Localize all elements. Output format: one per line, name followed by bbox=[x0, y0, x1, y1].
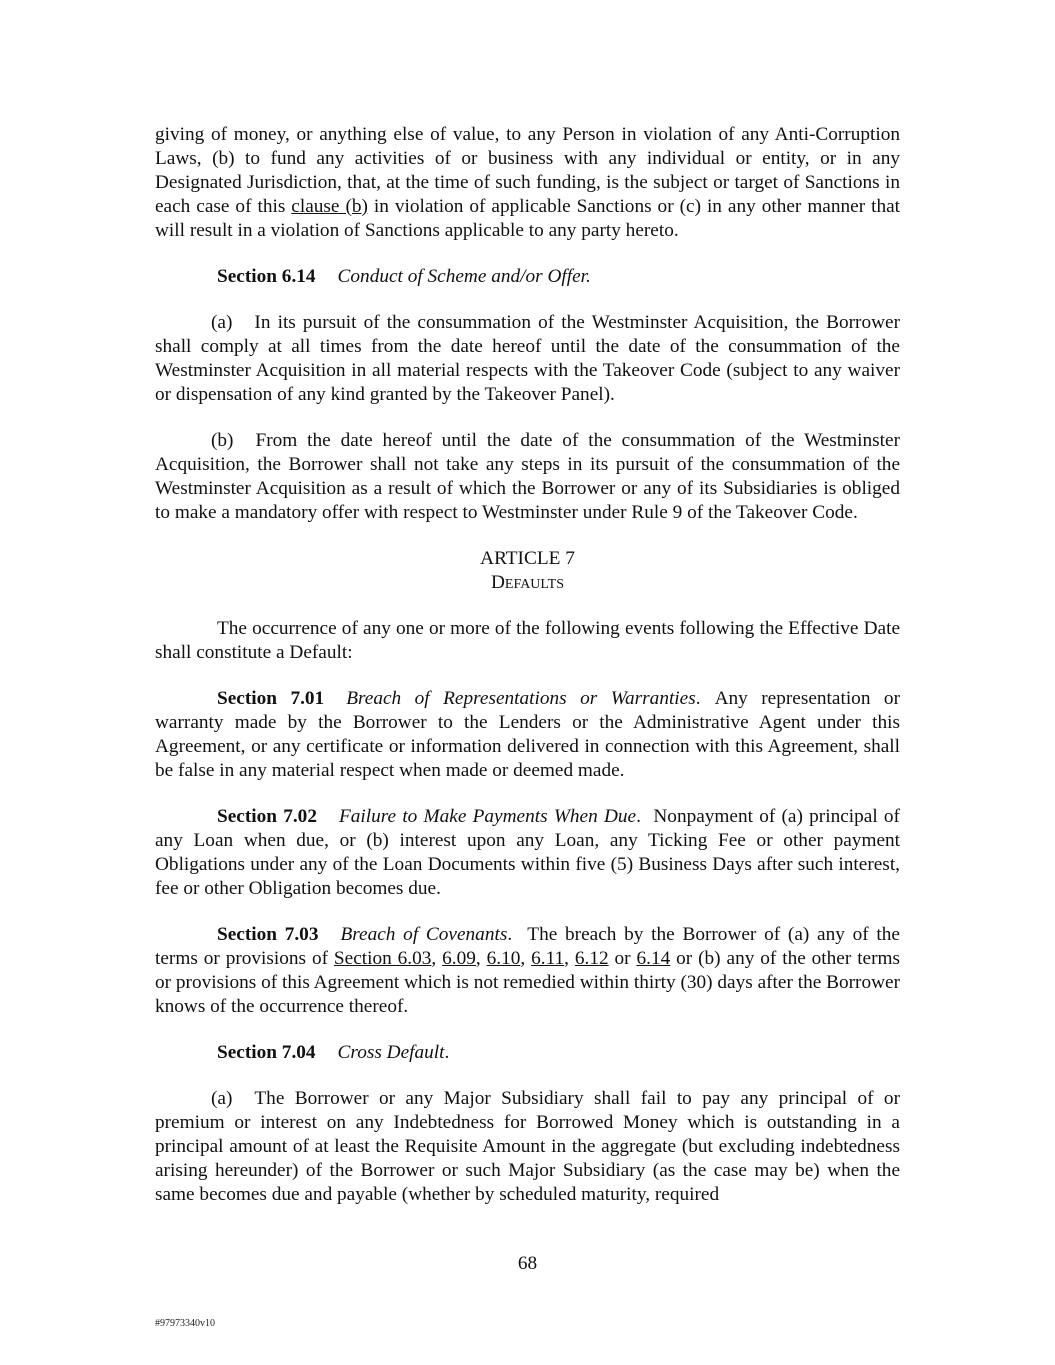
ref-6-10[interactable]: 6.10 bbox=[486, 948, 521, 969]
article-7-title: ARTICLE 7 bbox=[480, 548, 575, 569]
ref-6-09[interactable]: 6.09 bbox=[442, 948, 476, 969]
article-7-intro: The occurrence of any one or more of the following events following the Effective Date shall constitute a Default: bbox=[155, 618, 900, 663]
document-id: #97973340v10 bbox=[155, 1318, 215, 1329]
ref-section-6-03[interactable]: Section 6.03 bbox=[333, 948, 432, 969]
section-7-04-a: (a) The Borrower or any Major Subsidiary shall fail to pay any principal of or premium or interest on any Indebtedness for Borrowed Money which is outstanding in a principal amount of at least the Requisite Amount in the aggregate (but excluding indebtedness arising hereunder) of the Borrower or such Major Subsidiary (as the case may be) when the same becomes due and payable (whether by scheduled maturity, required bbox=[155, 1088, 900, 1205]
ref-6-12[interactable]: 6.12 bbox=[574, 948, 609, 969]
section-7-02: Section 7.02 Failure to Make Payments When Due. Nonpayment of (a) principal of any Loan when due, or (b) interest upon any Loan, any Ticking Fee or other payment Obligations under any of the Loan Documents within five (5) Business Days after such interest, fee or other Obligation becomes due. bbox=[155, 806, 900, 899]
document-body bbox=[155, 123, 900, 1207]
ref-6-14[interactable]: 6.14 bbox=[636, 948, 671, 969]
clause-b-reference[interactable]: clause (b) bbox=[291, 196, 368, 217]
continuation-paragraph: giving of money, or anything else of value, to any Person in violation of any Anti-Corruption Laws, (b) to fund any activities of or business with any individual or entity, or in any Designated Jurisdiction, that, at the time of such funding, is the subject or target of Sanctions in each case of this clause (b) in violation of applicable Sanctions or (c) in any other manner that will result in a violation of Sanctions applicable to any party hereto. bbox=[155, 124, 901, 241]
section-6-14-b: (b) From the date hereof until the date of the consummation of the Westminster Acquisition, the Borrower shall not take any steps in its pursuit of the consummation of the Westminster Acquisition as a result of which the Borrower or any of its Subsidiaries is obliged to make a mandatory offer with respect to Westminster under Rule 9 of the Takeover Code. bbox=[155, 430, 900, 523]
article-7-subtitle: Defaults bbox=[490, 572, 565, 593]
section-7-04-heading: Section 7.04 Cross Default. bbox=[217, 1042, 450, 1063]
section-7-01: Section 7.01 Breach of Representations or Warranties. Any representation or warranty made by the Borrower to the Lenders or the Administrative Agent under this Agreement, or any certificate or information delivered in connection with this Agreement, shall be false in any material respect when made or deemed made. bbox=[155, 688, 900, 781]
page-number: 68 bbox=[517, 1253, 538, 1274]
section-7-03: Section 7.03 Breach of Covenants. The breach by the Borrower of (a) any of the terms or provisions of Section 6.03, 6.09, 6.10, 6.11, 6.12 or 6.14 or (b) any of the other terms or provisions of this Agreement which is not remedied within thirty (30) days after the Borrower knows of the occurrence thereof. bbox=[155, 924, 901, 1017]
section-6-14-a: (a) In its pursuit of the consummation of the Westminster Acquisition, the Borrower shall comply at all times from the date hereof until the date of the consummation of the Westminster Acquisition in all material respects with the Takeover Code (subject to any waiver or dispensation of any kind granted by the Takeover Panel). bbox=[155, 312, 900, 405]
ref-6-11[interactable]: 6.11 bbox=[531, 948, 565, 969]
section-6-14-heading: Section 6.14 Conduct of Scheme and/or Offer. bbox=[217, 266, 591, 287]
